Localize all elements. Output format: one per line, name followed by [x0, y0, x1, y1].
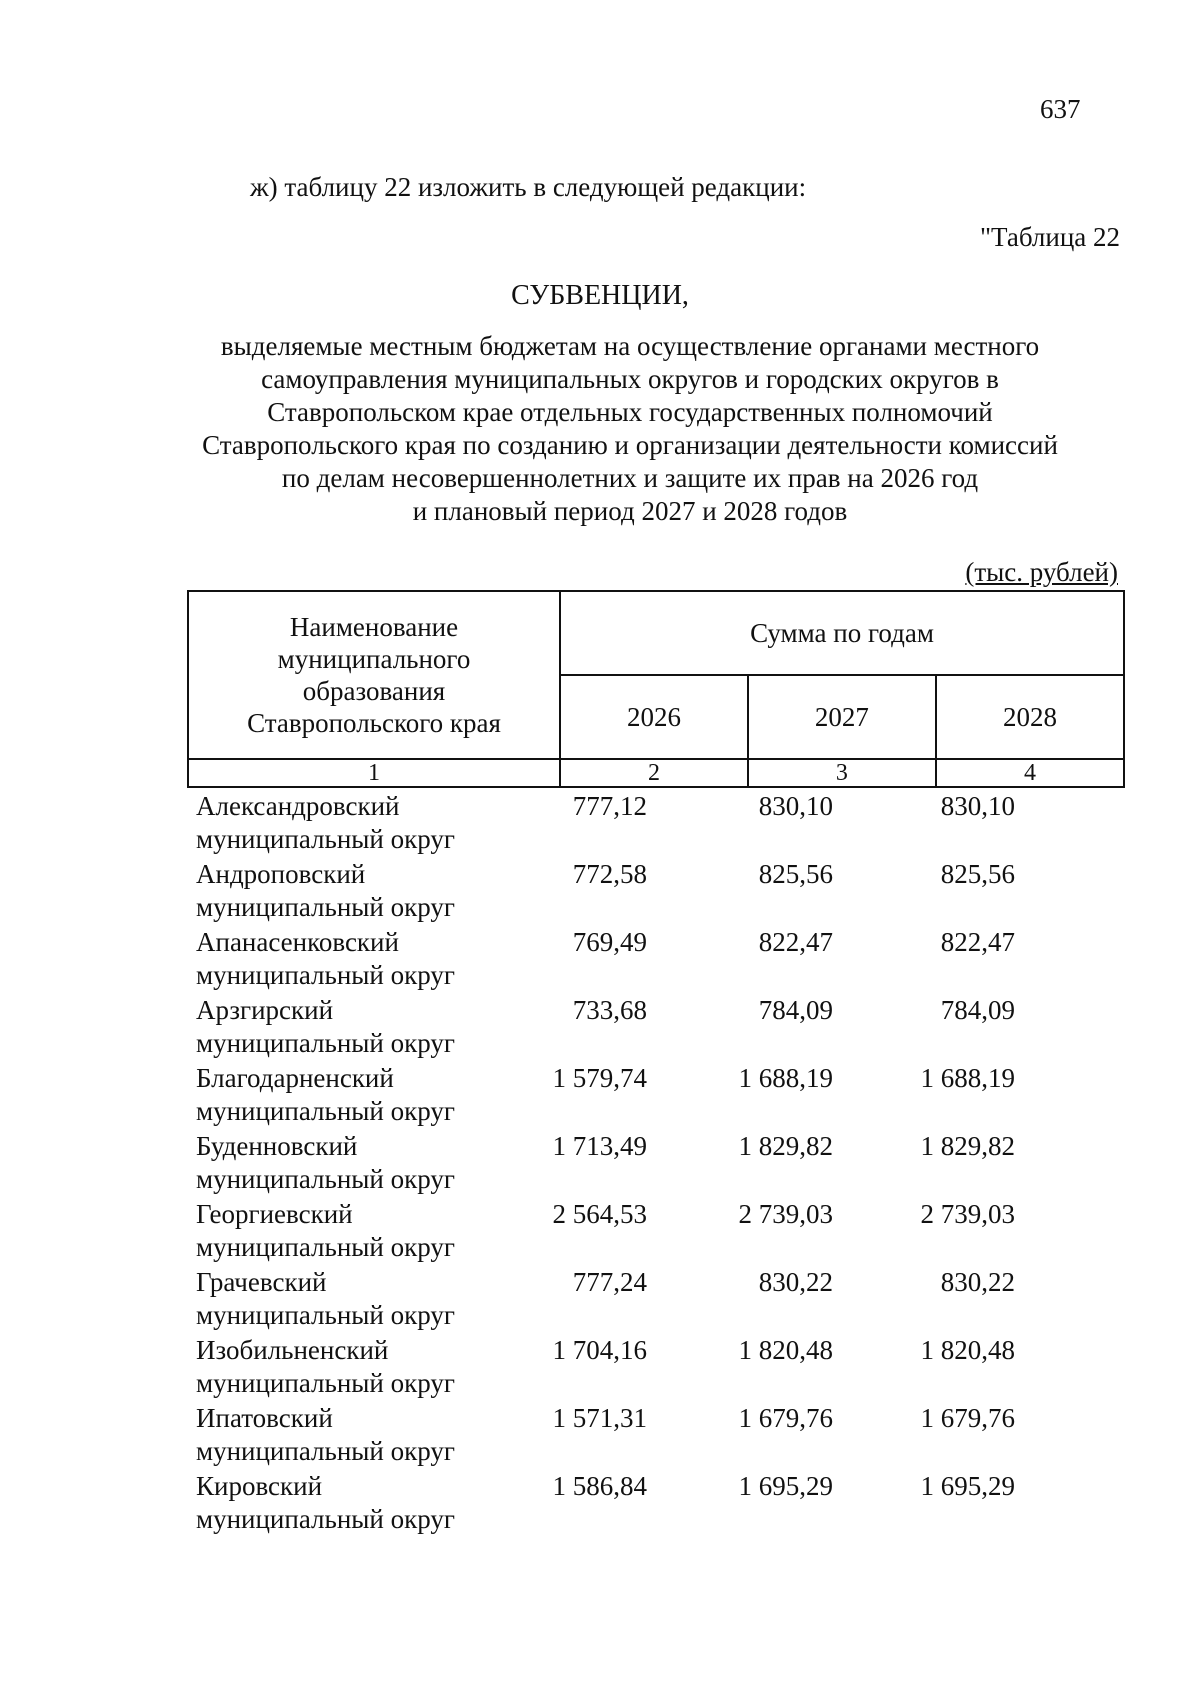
- value-2027: 2 739,03: [738, 1199, 833, 1229]
- page-number: 637: [1040, 94, 1081, 124]
- value-2027: 1 679,76: [738, 1403, 833, 1433]
- table-row: [187, 1062, 1125, 1130]
- header-name-cell: Наименование муниципального образования Ставропольского края: [188, 591, 560, 759]
- subtitle-line: самоуправления муниципальных округов и городских округов в: [261, 364, 999, 394]
- table-row: [187, 1402, 1125, 1470]
- municipality-name: Александровский муниципальный округ: [196, 791, 455, 854]
- municipality-name: Благодарненский муниципальный округ: [196, 1063, 455, 1126]
- value-2026: 1 586,84: [552, 1471, 647, 1501]
- value-2027: 825,56: [758, 859, 833, 889]
- column-number: 4: [936, 759, 1124, 787]
- municipality-name: Андроповский муниципальный округ: [196, 859, 455, 922]
- municipality-name: Георгиевский муниципальный округ: [196, 1199, 455, 1262]
- value-2026: 1 579,74: [552, 1063, 647, 1093]
- value-2028: 1 829,82: [920, 1131, 1015, 1161]
- value-2028: 1 688,19: [920, 1063, 1015, 1093]
- value-2028: 830,10: [940, 791, 1015, 821]
- value-2027: 1 820,48: [738, 1335, 833, 1365]
- value-2026: 1 713,49: [552, 1131, 647, 1161]
- municipality-name: Буденновский муниципальный округ: [196, 1131, 455, 1194]
- value-2027: 1 688,19: [738, 1063, 833, 1093]
- header-sum-cell: Сумма по годам: [560, 591, 1124, 675]
- value-2027: 822,47: [758, 927, 833, 957]
- header-year-2027: 2027: [748, 675, 936, 759]
- table-row: [187, 1334, 1125, 1402]
- table-body: [187, 790, 1125, 1538]
- subtitle-line: и плановый период 2027 и 2028 годов: [412, 496, 848, 526]
- value-2028: 830,22: [940, 1267, 1015, 1297]
- document-subtitle: [150, 330, 1110, 528]
- column-number: 3: [748, 759, 936, 787]
- table-header: [187, 590, 1125, 788]
- value-2028: 1 820,48: [920, 1335, 1015, 1365]
- value-2026: 772,58: [572, 859, 647, 889]
- municipality-name: Изобильненский муниципальный округ: [196, 1335, 455, 1398]
- value-2028: 822,47: [940, 927, 1015, 957]
- value-2026: 1 571,31: [552, 1403, 647, 1433]
- value-2026: 777,24: [572, 1267, 647, 1297]
- value-2028: 1 679,76: [920, 1403, 1015, 1433]
- column-number: 2: [560, 759, 748, 787]
- value-2027: 830,10: [758, 791, 833, 821]
- value-2027: 1 829,82: [738, 1131, 833, 1161]
- value-2028: 825,56: [940, 859, 1015, 889]
- value-2026: 733,68: [572, 995, 647, 1025]
- table-label: "Таблица 22: [980, 222, 1120, 252]
- value-2026: 777,12: [572, 791, 647, 821]
- header-year-2026: 2026: [560, 675, 748, 759]
- value-2027: 830,22: [758, 1267, 833, 1297]
- value-2026: 769,49: [572, 927, 647, 957]
- subtitle-line: по делам несовершеннолетних и защите их прав на 2026 год: [281, 463, 979, 493]
- municipality-name: Кировский муниципальный округ: [196, 1471, 455, 1534]
- subtitle-line: Ставропольском крае отдельных государственных полномочий: [267, 397, 993, 427]
- value-2026: 1 704,16: [552, 1335, 647, 1365]
- header-year-2028: 2028: [936, 675, 1124, 759]
- intro-text: ж) таблицу 22 изложить в следующей редакции:: [250, 172, 807, 202]
- municipality-name: Апанасенковский муниципальный округ: [196, 927, 455, 990]
- table-row: [187, 1470, 1125, 1538]
- value-2028: 784,09: [940, 995, 1015, 1025]
- table-row: [187, 1198, 1125, 1266]
- table-row: [187, 1130, 1125, 1198]
- subtitle-line: Ставропольского края по созданию и организации деятельности комиссий: [202, 430, 1058, 460]
- table-row: [187, 858, 1125, 926]
- subtitle-line: выделяемые местным бюджетам на осуществление органами местного: [220, 331, 1040, 361]
- table-row: [187, 994, 1125, 1062]
- units-label: (тыс. рублей): [965, 557, 1118, 587]
- value-2027: 784,09: [758, 995, 833, 1025]
- value-2028: 2 739,03: [920, 1199, 1015, 1229]
- municipality-name: Ипатовский муниципальный округ: [196, 1403, 455, 1466]
- municipality-name: Грачевский муниципальный округ: [196, 1267, 455, 1330]
- value-2028: 1 695,29: [920, 1471, 1015, 1501]
- municipality-name: Арзгирский муниципальный округ: [196, 995, 455, 1058]
- document-title: СУБВЕНЦИИ,: [511, 280, 689, 311]
- table-row: [187, 1266, 1125, 1334]
- column-number: 1: [188, 759, 560, 787]
- value-2026: 2 564,53: [552, 1199, 647, 1229]
- table-row: [187, 790, 1125, 858]
- table-row: [187, 926, 1125, 994]
- value-2027: 1 695,29: [738, 1471, 833, 1501]
